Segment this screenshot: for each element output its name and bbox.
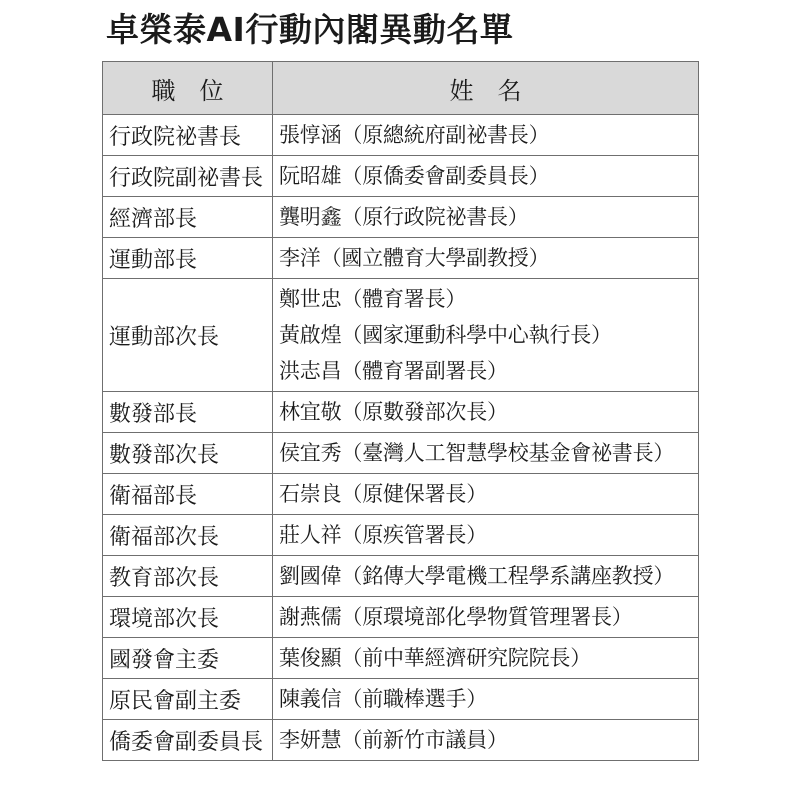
name-cell [273,474,699,515]
appointee-name: 龔明鑫（原行政院祕書長） [279,205,529,229]
position-cell: 教育部次長 [103,556,273,597]
position-cell: 數發部次長 [103,433,273,474]
position-cell: 運動部次長 [103,279,273,392]
header-name: 姓 名 [273,62,699,115]
table-row [103,279,699,392]
table-row [103,474,699,515]
appointee-name: 黃啟煌（國家運動科學中心執行長） [279,323,612,347]
appointee-name: 莊人祥（原疾管署長） [279,523,487,547]
table-row [103,638,699,679]
appointee-name: 張惇涵（原總統府副祕書長） [279,123,550,147]
name-cell [273,515,699,556]
table-header-row [103,62,699,115]
appointee-name: 鄭世忠（體育署長） [279,287,467,311]
appointee-name: 洪志昌（體育署副署長） [279,359,508,383]
name-cell [273,720,699,761]
appointee-name: 陳義信（前職棒選手） [279,687,487,711]
position-cell: 原民會副主委 [103,679,273,720]
position-cell: 環境部次長 [103,597,273,638]
name-cell [273,638,699,679]
name-cell [273,597,699,638]
position-cell: 衛福部次長 [103,515,273,556]
header-position: 職 位 [103,62,273,115]
name-cell [273,679,699,720]
table-row [103,156,699,197]
table-row [103,597,699,638]
position-cell: 國發會主委 [103,638,273,679]
table-row [103,197,699,238]
position-cell: 行政院副祕書長 [103,156,273,197]
table-row [103,720,699,761]
appointee-name: 阮昭雄（原僑委會副委員長） [279,164,550,188]
position-cell: 運動部長 [103,238,273,279]
name-cell [273,392,699,433]
name-cell [273,279,699,392]
appointee-name: 劉國偉（銘傳大學電機工程學系講座教授） [279,564,675,588]
table-row [103,433,699,474]
name-cell [273,433,699,474]
position-cell: 僑委會副委員長 [103,720,273,761]
cabinet-table-container [102,61,698,761]
name-cell [273,238,699,279]
table-row [103,515,699,556]
position-cell: 行政院祕書長 [103,115,273,156]
table-row [103,392,699,433]
table-row [103,115,699,156]
table-body [103,115,699,761]
position-cell: 數發部長 [103,392,273,433]
name-cell [273,197,699,238]
appointee-name: 石崇良（原健保署長） [279,482,487,506]
position-cell: 衛福部長 [103,474,273,515]
table-row [103,679,699,720]
name-cell [273,156,699,197]
appointee-name: 謝燕儒（原環境部化學物質管理署長） [279,605,633,629]
table-row [103,556,699,597]
page-title: 卓榮泰AI行動內閣異動名單 [106,10,514,49]
appointee-name: 林宜敬（原數發部次長） [279,400,508,424]
appointee-name: 李妍慧（前新竹市議員） [279,728,508,752]
appointee-name: 葉俊顯（前中華經濟研究院院長） [279,646,591,670]
name-cell [273,115,699,156]
table-row [103,238,699,279]
appointee-name: 李洋（國立體育大學副教授） [279,246,550,270]
appointee-name: 侯宜秀（臺灣人工智慧學校基金會祕書長） [279,441,675,465]
position-cell: 經濟部長 [103,197,273,238]
name-cell [273,556,699,597]
cabinet-reshuffle-table [102,61,699,761]
